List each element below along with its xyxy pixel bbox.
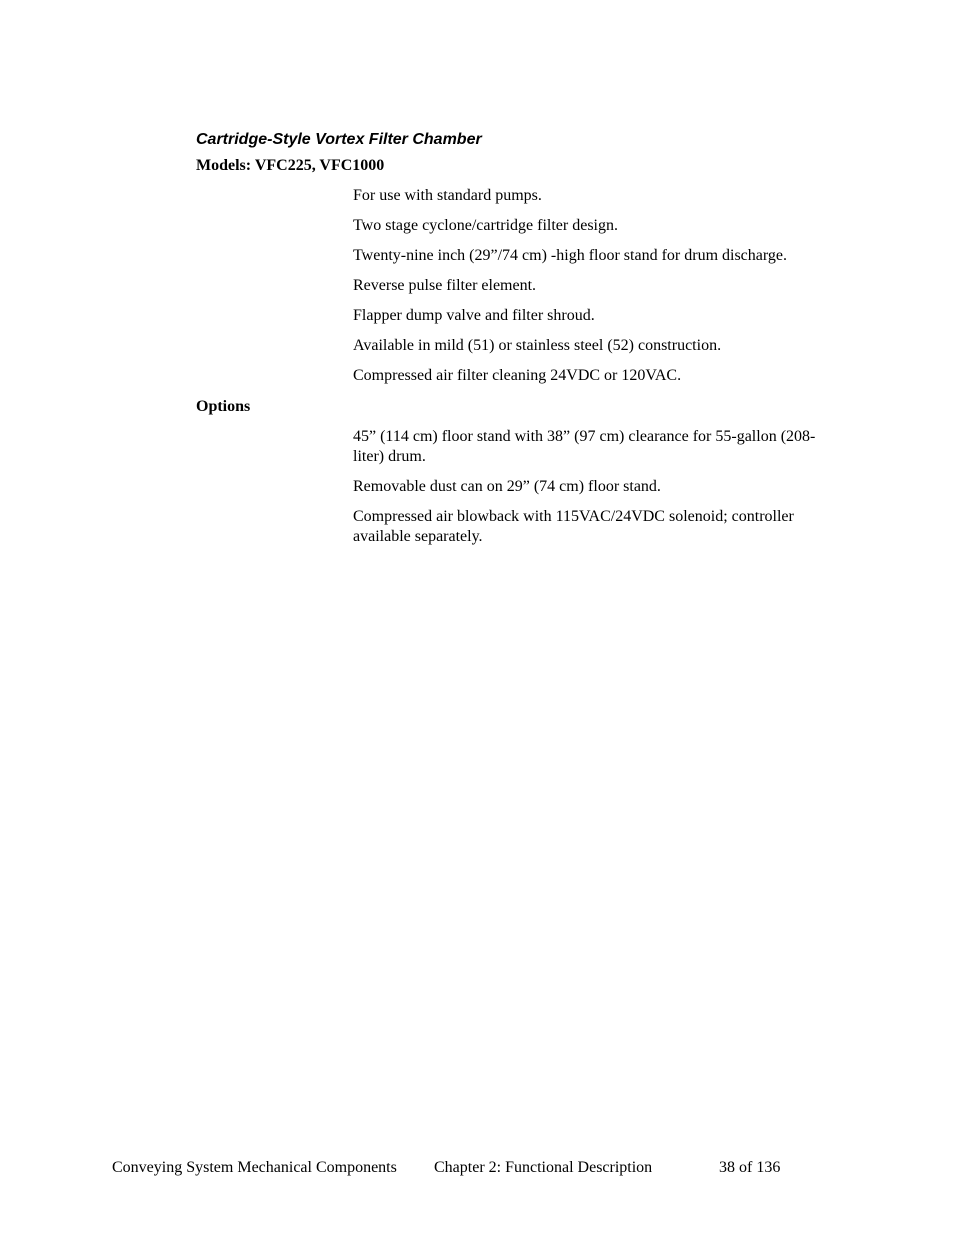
feature-item: Twenty-nine inch (29”/74 cm) -high floor stand for drum discharge. <box>353 247 788 264</box>
feature-item: Compressed air filter cleaning 24VDC or 120VAC. <box>353 367 682 384</box>
feature-item: Reverse pulse filter element. <box>353 277 537 294</box>
options-heading: Options <box>196 398 251 415</box>
option-item: Compressed air blowback with 115VAC/24VDC solenoid; controller available separately. <box>353 508 794 545</box>
option-item: 45” (114 cm) floor stand with 38” (97 cm) clearance for 55-gallon (208-liter) drum. <box>353 428 816 465</box>
footer-title: Conveying System Mechanical Components <box>112 1159 397 1176</box>
feature-item: Flapper dump valve and filter shroud. <box>353 307 595 324</box>
options-list <box>353 427 843 557</box>
models-line: Models: VFC225, VFC1000 <box>196 157 385 174</box>
feature-list <box>353 186 843 396</box>
option-item: Removable dust can on 29” (74 cm) floor stand. <box>353 478 661 495</box>
feature-item: Two stage cyclone/cartridge filter design. <box>353 217 618 234</box>
footer-chapter: Chapter 2: Functional Description <box>434 1159 653 1176</box>
footer-page-number: 38 of 136 <box>719 1159 781 1176</box>
feature-item: Available in mild (51) or stainless steel (52) construction. <box>353 337 722 354</box>
section-title: Cartridge-Style Vortex Filter Chamber <box>196 131 482 148</box>
feature-item: For use with standard pumps. <box>353 187 542 204</box>
